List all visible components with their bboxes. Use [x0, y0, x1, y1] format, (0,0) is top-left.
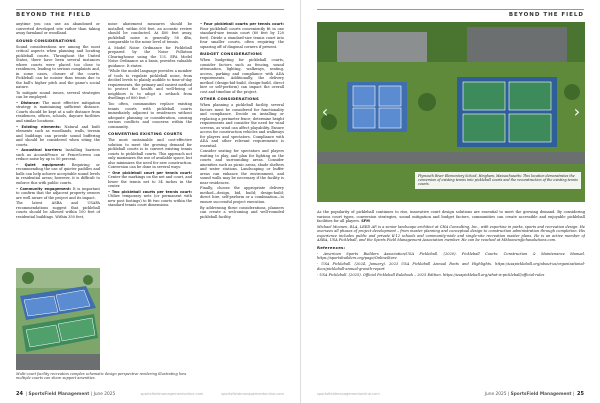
other-paragraph-4: By addressing these considerations, planners can create a welcoming and well-rounded pickleball facility. [200, 205, 284, 219]
footer-url[interactable]: sportsfieldmanagementonline.com [140, 392, 204, 396]
top-rule [16, 9, 284, 16]
section-heading-sound: SOUND CONSIDERATIONS [16, 37, 76, 43]
references-list [317, 252, 585, 278]
end-mark: SFM [361, 219, 370, 223]
publication-name-right: SportsField Management [510, 392, 572, 397]
page-number-right: 25 [577, 391, 584, 397]
author-bio: Michael Moonen, RLA, LEED AP, is a senior landscape architect at CHA Consulting, Inc., with expertise in parks, sports and recreation design. He oversees all phases of project development – from master planning and conceptual design to construction administration through completion. His experience includes public and private K-12 schools and community-wide and single-site recreation master plans. He is an active member of ASBA, USA Pickleball, and the Sports Field Management Association member. He can be reached at MMoonen@chasolutions.com. [317, 224, 585, 243]
left-column-1 [16, 22, 100, 280]
left-photo-caption: Multi-court facility recreation complex schematic design perspective rendering illustrating how multiple courts can share support amenities. [16, 372, 187, 381]
budget-paragraph: When budgeting for pickleball courts, consider factors such as fencing, sound attenuation, lighting, walkways, seating, access, parking and compliance with ADA requirements. Additionally, the delivery method (design-bid-build, design-build, direct hire or self-perform) can impact the overall cost and timeline of the project. [200, 58, 284, 94]
left-column-2 [108, 22, 192, 392]
issue-date-right: June 2025 [484, 392, 507, 397]
bullet-one-court: • One pickleball court per tennis court: Center the markings on the net and court, and lower the tennis net to 34 inches in the center. [108, 170, 192, 189]
right-footer-info: June 2025 | SportsField Management | 25 [484, 391, 584, 397]
issue-date-left: June 2025 [93, 392, 116, 397]
left-column-3 [200, 22, 284, 392]
section-heading-converting: CONVERTING EXISTING COURTS [108, 131, 183, 137]
noise-paragraph: noise abatement measures should be installed; within 600 feet, an acoustic review should be conducted. At 400 feet away, pickleball noise is generally 58 dBa, comparable to the noise level of tennis. [108, 22, 192, 44]
footer-url[interactable]: sportsfieldmanagementonline.com [317, 392, 380, 396]
reference-item[interactable]: - American Sports Builders Association/USA Pickleball. (2020). Pickleball Courts: Construction & Maintenance Manual. https://sportsbuilders.org/page/OnlineStore [317, 251, 585, 261]
other-paragraph-2: Consider seating for spectators and players waiting to play, and plan for lighting on the courts and surrounding areas. Consider amenities such as picnic areas, shade shelters and water stations. Landscaping or buffer areas can enhance the environment, and sound walls may be necessary if the facility is near residences. [200, 149, 284, 185]
other-paragraph-1: When planning a pickleball facility, several factors must be considered for functionality and compliance. Decide on installing or replacing a perimeter fence; determine height requirements and consider the need for wind screens, as wind can affect playability. Ensure access for construction vehicles and walkways for players and spectators. Compliance with ADA and other relevant requirements is essential. [200, 103, 284, 148]
conclusion-paragraph: As the popularity of pickleball continues to rise, innovative court design solutions are essential to meet the growing demand. By considering various court types, conversion strategies, sound mitigation and budget factors, communities can create accessible and enjoyable pickleball facilities for all players. SFM [317, 210, 585, 223]
chevron-left-icon[interactable]: ‹ [321, 102, 329, 121]
ordinance-paragraph: A Model Noise Ordinance for Pickleball prepared by the Noise Pollution Clearinghouse using the U.S. EPA Model Noise Ordinance as a basis, provides valuable guidance. It states: [108, 45, 192, 68]
bullet-community-engagement: • Community engagement: It is important to confirm that the adjacent property owners are well aware of the project and its impact. [16, 186, 100, 200]
sound-strategies-intro: To mitigate sound issues, several strategies can be employed: [16, 90, 100, 100]
reference-item[interactable]: - USA Pickleball. (2025). Official Pickleball Rulebook – 2025 Edition. https://usapickleball.org/what-is-pickleball/official-rules [317, 272, 545, 277]
aerial-photo [317, 22, 585, 202]
bullet-four-courts: • Four pickleball courts per tennis court: Four pickleball courts conveniently fit in one standard-size tennis court (60 feet by 120 feet). Divide a standard-size tennis court into four smaller courts, often requiring the squaring off of diagonal corners if present. [200, 22, 284, 49]
left-footer [16, 391, 284, 397]
running-head-left: BEYOND THE FIELD [16, 12, 92, 18]
right-footer [317, 391, 584, 397]
converting-paragraph: The most sustainable and cost-effective solution to meet the growing demand for pickleball courts is to convert existing tennis courts to pickleball courts. This approach not only maximizes the use of available space, but also minimizes the need for new construction. Conversion can be done in several ways: [108, 138, 192, 170]
sound-paragraph: Sound considerations are among the most critical aspects when planning and locating pickleball courts. Throughout the United States, there have been several instances where courts were placed too close to residences, leading to serious complaints and, in some cases, closure of the courts. Pickleball can be noisier than tennis due to the ball's higher pitch and the game's social nature. [16, 44, 100, 89]
bullet-quiet-equipment: • Quiet equipment: Requiring or recommending the use of quieter paddles and balls can help achieve acceptable sound levels in residential areas; however, it is difficult to enforce this with public courts. [16, 162, 100, 185]
right-footer-urls [317, 392, 380, 396]
right-column [317, 210, 585, 390]
bullet-two-courts: • Two pickleball courts per tennis court: Utilize temporary nets (or permanent with new post footings) to fit two courts within the standard tennis court dimensions. [108, 189, 192, 208]
intro-paragraph: anytime you can use an abandoned or converted developed site rather than taking away farmland or woodland. [16, 22, 100, 35]
court-complex-rendering [16, 268, 100, 370]
section-heading-budget: BUDGET CONSIDERATIONS [200, 51, 263, 56]
section-heading-other: OTHER CONSIDERATIONS [200, 96, 259, 101]
bullet-distance: • Distance: The most effective mitigation strategy is maintaining sufficient distance. Courts should be kept at a safe distance from residences, offices, schools, daycare facilities and similar locations. [16, 100, 100, 123]
reference-item[interactable]: - USA Pickleball. (2024, January). 2023 USA Pickleball Annual Facts and Highlights. https://usapickleball.org/about-us/organizational-docs/pickleball-annual-growth-report [317, 262, 585, 271]
top-rule [317, 9, 584, 16]
left-footer-urls [141, 392, 284, 396]
page-number-left: 24 [16, 391, 23, 397]
other-paragraph-3: Finally, choose the appropriate delivery method—design, bid, build; design-build; direct hire, self-perform or a combination—to ensure successful project execution. [200, 186, 284, 204]
references-heading: References: [317, 244, 346, 250]
asba-paragraph: The latest ASBA and USAPA recommendations suggest that pickleball courts should be allowed within 100 feet of residential buildings. Within 350 feet, [16, 201, 100, 219]
right-photo-caption: Plymouth River Elementary School, Hingham, Massachusetts: This location demonstrates the conversion of existing tennis into pickleball courts and the reconstruction of the existing tennis courts. [415, 172, 581, 189]
publication-name-left: SportsField Management [28, 392, 90, 397]
chevron-right-icon[interactable]: › [573, 102, 581, 121]
running-head-right: BEYOND THE FIELD [508, 12, 584, 18]
left-footer-info: 24 | SportsField Management | June 2025 [16, 391, 116, 397]
right-page [300, 0, 600, 403]
bullet-acoustical-barriers: • Acoustical barriers: Installing barriers such as AcoustiFence or FenceScreen can reduce noise by up to 50 percent. [16, 148, 100, 162]
communities-paragraph: Too often, communities replace existing tennis courts with pickleball courts immediately adjacent to residences without adequate planning or consideration, causing serious conflicts and concerns within the community. [108, 102, 192, 129]
ordinance-quote: "While the model language provides a number of tools to regulate pickleball noise, from decibel levels to plainly audible to time-of-day requirements, the primary and easiest method to protect the health and well-being of neighbors is to adopt a setback from dwellings of 800 feet." [108, 69, 192, 101]
footer-url[interactable]: sportsfieldmanagementonline.com [221, 392, 284, 396]
court-complex-illustration [16, 268, 100, 370]
bullet-existing-elements: • Existing elements: Natural and built elements such as woodlands, walls, terrain and buildings can provide sound buffering and should be considered when siting the courts. [16, 124, 100, 147]
